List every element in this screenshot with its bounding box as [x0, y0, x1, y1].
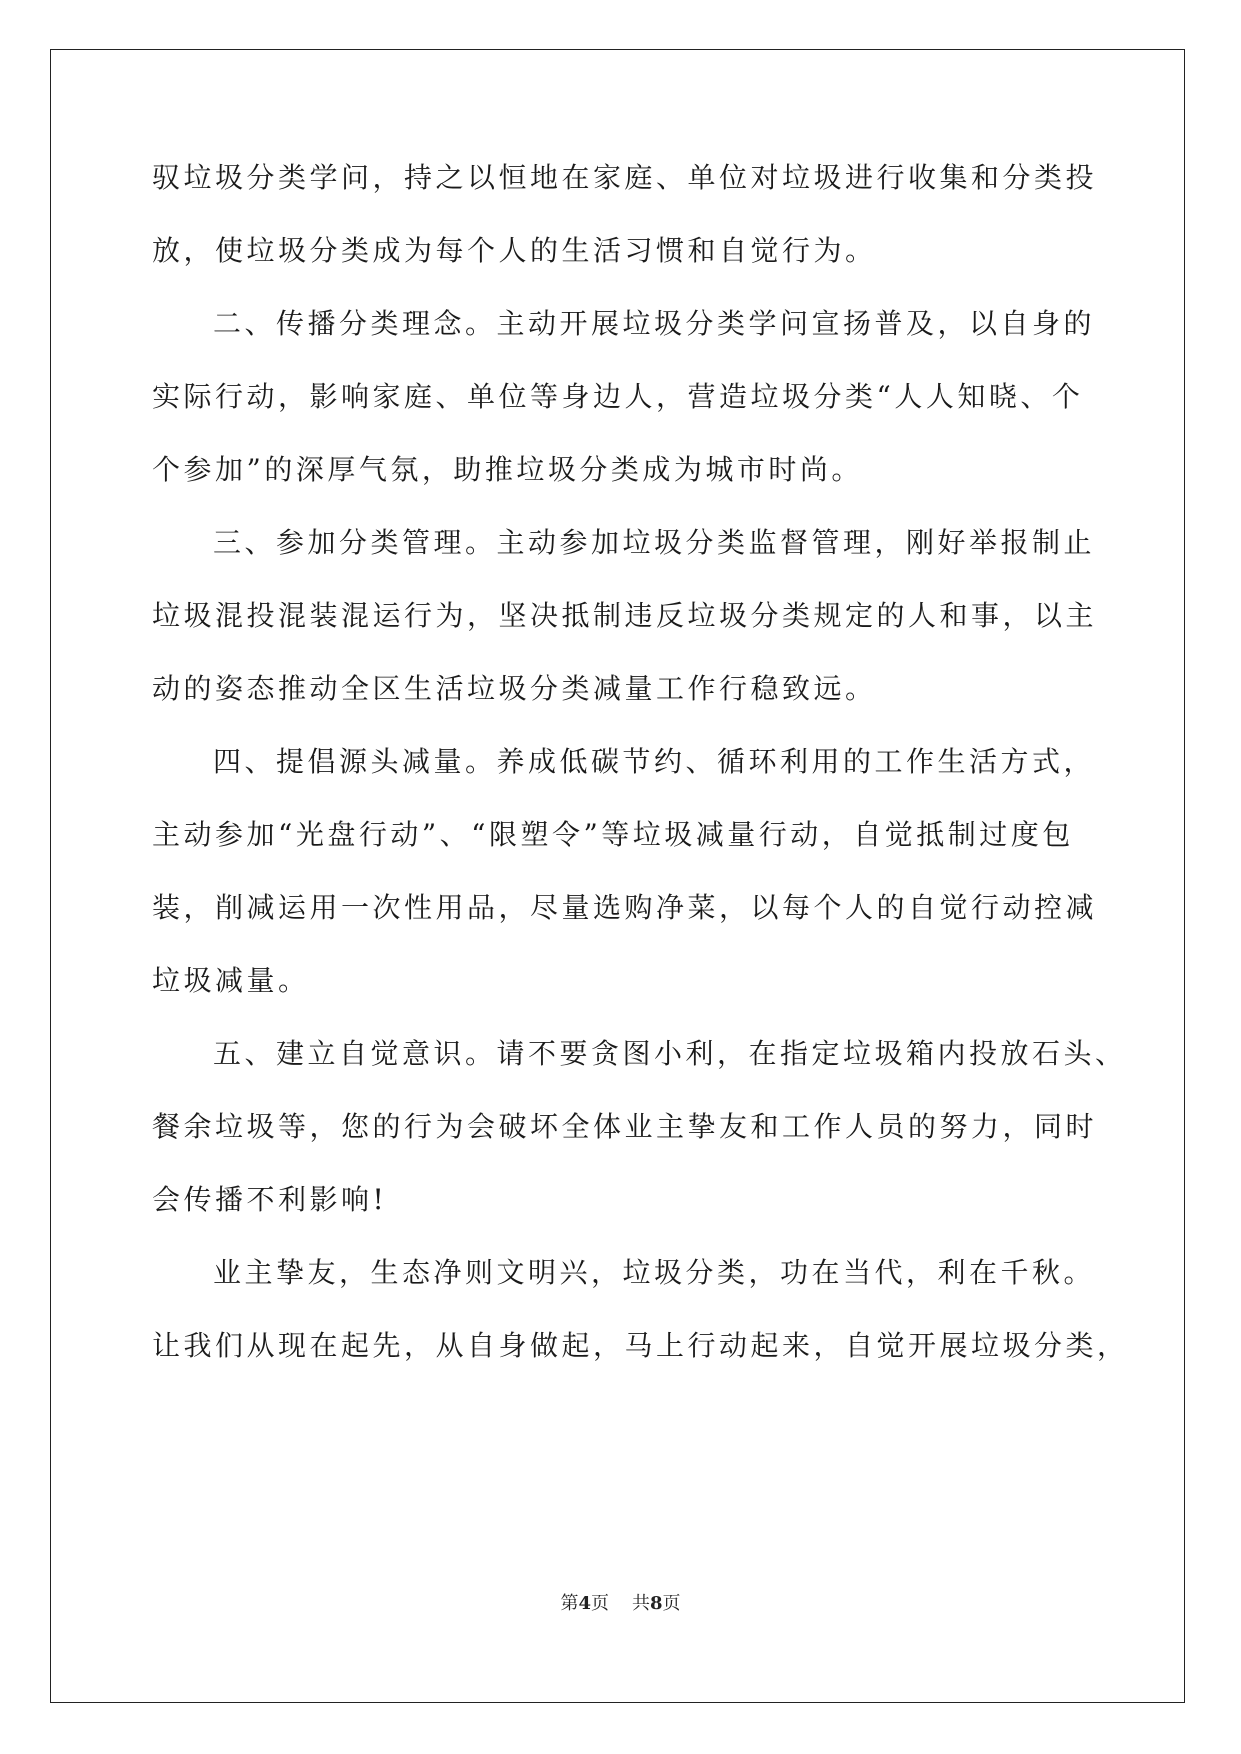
total-prefix: 共 — [631, 1593, 650, 1614]
page-unit: 页 — [591, 1593, 610, 1614]
total-page-number: 8 — [649, 1593, 663, 1614]
text-line: 放，使垃圾分类成为每个人的生活习惯和自觉行为。 — [152, 234, 877, 267]
page-number — [561, 1593, 610, 1614]
paragraph-start-line: 五、建立自觉意识。请不要贪图小利，在指定垃圾箱内投放石头、 — [213, 1037, 1127, 1070]
text-line: 装，削减运用一次性用品，尽量选购净菜，以每个人的自觉行动控减 — [152, 891, 1098, 924]
text-line: 会传播不利影响! — [152, 1183, 388, 1216]
text-line: 垃圾减量。 — [152, 964, 310, 997]
text-line: 主动参加“光盘行动”、“限塑令”等垃圾减量行动，自觉抵制过度包 — [152, 818, 1074, 851]
text-line: 个参加”的深厚气氛，助推垃圾分类成为城市时尚。 — [152, 453, 863, 486]
total-unit: 页 — [662, 1593, 681, 1614]
text-line: 让我们从现在起先，从自身做起，马上行动起来，自觉开展垃圾分类， — [152, 1329, 1129, 1362]
page-border — [50, 49, 1185, 1703]
text-line: 垃圾混投混装混运行为，坚决抵制违反垃圾分类规定的人和事，以主 — [152, 599, 1098, 632]
text-line: 动的姿态推动全区生活垃圾分类减量工作行稳致远。 — [152, 672, 877, 705]
page-prefix: 第 — [560, 1593, 579, 1614]
text-line: 驭垃圾分类学问，持之以恒地在家庭、单位对垃圾进行收集和分类投 — [152, 161, 1098, 194]
page-footer — [0, 1592, 1241, 1616]
text-line: 餐余垃圾等，您的行为会破坏全体业主挚友和工作人员的努力，同时 — [152, 1110, 1098, 1143]
current-page-number: 4 — [578, 1593, 592, 1614]
paragraph-start-line: 三、参加分类管理。主动参加垃圾分类监督管理，刚好举报制止 — [213, 526, 1096, 559]
text-line: 实际行动，影响家庭、单位等身边人，营造垃圾分类“人人知晓、个 — [152, 380, 1084, 413]
paragraph-start-line: 业主挚友，生态净则文明兴，垃圾分类，功在当代，利在千秋。 — [213, 1256, 1096, 1289]
paragraph-start-line: 四、提倡源头减量。养成低碳节约、循环利用的工作生活方式， — [213, 745, 1096, 778]
paragraph-start-line: 二、传播分类理念。主动开展垃圾分类学问宣扬普及，以自身的 — [213, 307, 1096, 340]
page-total — [632, 1593, 681, 1614]
